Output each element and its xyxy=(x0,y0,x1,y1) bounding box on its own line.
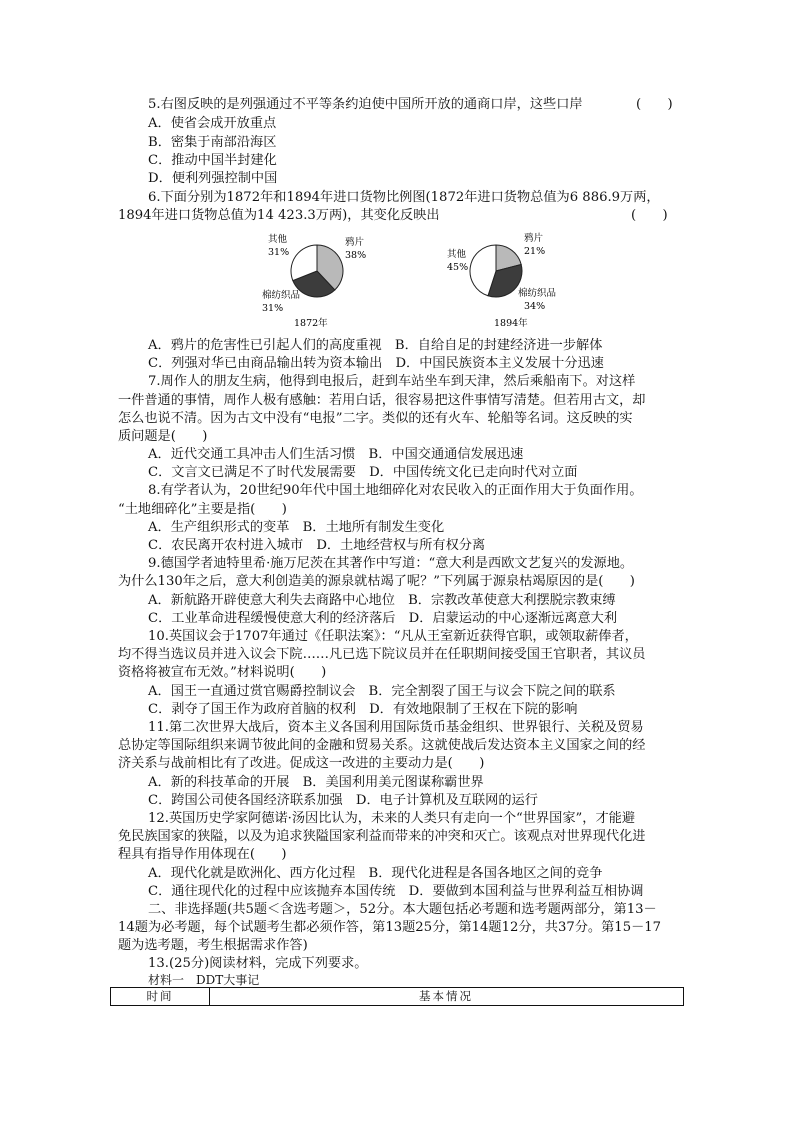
part2-heading-line-2: 14题为必考题，每个试题考生都必须作答，第13题25分，第14题12分，共37分。第15－17 xyxy=(118,920,662,935)
q5-option-b: B．密集于南部沿海区 xyxy=(148,135,277,150)
q11-options-ab: A．新的科技革命的开展 B．美国利用美元图谋称霸世界 xyxy=(148,775,484,790)
q12-options-ab: A．现代化就是欧洲化、西方化过程 B．现代化进程是各国各地区之间的竞争 xyxy=(148,866,603,881)
q11-line-2: 总协定等国际组织来调节彼此间的金融和贸易关系。这就使战后发达资本主义国家之间的经 xyxy=(118,738,646,753)
pie2-pct-cotton: 34% xyxy=(524,301,546,312)
table-header-time: 时间 xyxy=(111,988,210,1005)
pie2-label-cotton: 棉纺织品 xyxy=(518,288,557,299)
q5-stem: 5.右图反映的是列强通过不平等条约迫使中国所开放的通商口岸，这些口岸 xyxy=(148,97,583,112)
q11-line-1: 11.第二次世界大战后，资本主义各国利用国际货币基金组织、世界银行、关税及贸易 xyxy=(148,720,644,735)
q10-options-ab: A．国王一直通过赏官赐爵控制议会 B．完全割裂了国王与议会下院之间的联系 xyxy=(148,684,616,699)
q12-options-cd: C．通往现代化的过程中应该抛弃本国传统 D．要做到本国利益与世界利益互相协调 xyxy=(148,884,644,899)
q7-options-ab: A．近代交通工具冲击人们生活习惯 B．中国交通通信发展迅速 xyxy=(148,447,524,462)
q12-line-2: 免民族国家的狭隘，以及为追求狭隘国家利益而带来的冲突和灭亡。该观点对世界现代化进 xyxy=(118,829,646,844)
q6-answer-paren: ( ) xyxy=(631,208,668,223)
q5-option-d: D．便利列强控制中国 xyxy=(148,171,278,186)
q9-line-1: 9.德国学者迪特里希·施万尼茨在其著作中写道：“意大利是西欧文艺复兴的发源地。 xyxy=(148,556,634,571)
q5-answer-paren: ( ) xyxy=(636,97,673,112)
pie2-pct-opium: 21% xyxy=(524,246,546,257)
q11-line-3: 济关系与战前相比有了改进。促成这一改进的主要动力是( ) xyxy=(118,756,485,771)
pie1-label-cotton: 棉纺织品 xyxy=(262,290,301,301)
pie2-label-other: 其他 xyxy=(447,249,467,260)
q8-options-cd: C．农民离开农村进入城市 D．土地经营权与所有权分离 xyxy=(148,538,486,553)
q7-line-2: 一件普通的事情，周作人极有感触：若用白话，很容易把这件事情写清楚。但若用古文，却 xyxy=(118,393,646,408)
q7-line-4: 质问题是( ) xyxy=(118,429,208,444)
q9-options-cd: C．工业革命进程缓慢使意大利的经济落后 D．启蒙运动的中心逐渐远离意大利 xyxy=(148,611,618,626)
q13-material-title: 材料一 DDT大事记 xyxy=(148,973,260,987)
pie1-pct-cotton: 31% xyxy=(262,303,284,314)
pie1-pct-opium: 38% xyxy=(345,250,367,261)
q10-line-1: 10.英国议会于1707年通过《任职法案》：“凡从王室新近获得官职，或领取薪俸者， xyxy=(148,629,638,644)
q7-line-3: 怎么也说不清。因为古文中没有“电报”二字。类似的还有火车、轮船等名词。这反映的实 xyxy=(118,411,633,426)
import-pie-charts xyxy=(240,228,580,332)
pie2-label-opium: 鸦片 xyxy=(524,233,544,244)
q6-stem-line-2: 1894年进口货物总值为14 423.3万两)，其变化反映出 xyxy=(118,208,440,223)
q10-options-cd: C．剥夺了国王作为政府首脑的权利 D．有效地限制了王权在下院的影响 xyxy=(148,702,578,717)
q11-options-cd: C．跨国公司使各国经济联系加强 D．电子计算机及互联网的运行 xyxy=(148,793,538,808)
part2-heading-line-1: 二、非选择题(共5题＜含选考题＞，52分。本大题包括必考题和选考题两部分，第13－ xyxy=(148,902,657,917)
q9-line-2: 为什么130年之后，意大利创造美的源泉就枯竭了呢？”下列属于源泉枯竭原因的是( ) xyxy=(118,574,635,589)
q7-line-1: 7.周作人的朋友生病，他得到电报后，赶到车站坐车到天津，然后乘船南下。对这样 xyxy=(148,374,636,389)
q6-options-ab: A．鸦片的危害性已引起人们的高度重视 B．自给自足的封建经济进一步解体 xyxy=(148,338,603,353)
pie1-pct-other: 31% xyxy=(268,247,290,258)
pie-1894 xyxy=(470,245,522,297)
part2-heading-line-3: 题为选考题，考生根据需求作答) xyxy=(118,938,308,953)
table-header-details: 基本情况 xyxy=(419,989,473,1003)
q5-option-c: C．推动中国半封建化 xyxy=(148,153,277,168)
q10-line-3: 资格将被宣布无效。”材料说明( ) xyxy=(118,665,327,680)
q8-line-2: “土地细碎化”主要是指( ) xyxy=(118,502,287,517)
q7-options-cd: C．文言文已满足不了时代发展需要 D．中国传统文化已走向时代对立面 xyxy=(148,465,578,480)
pie2-pct-other: 45% xyxy=(447,262,469,273)
q8-line-1: 8.有学者认为，20世纪90年代中国土地细碎化对农民收入的正面作用大于负面作用。 xyxy=(148,483,643,498)
q13-stem: 13.(25分)阅读材料，完成下列要求。 xyxy=(148,956,368,971)
pie1-label-opium: 鸦片 xyxy=(345,237,365,248)
q12-line-3: 程具有指导作用体现在( ) xyxy=(118,847,287,862)
q12-line-1: 12.英国历史学家阿德诺·汤因比认为，未来的人类只有走向一个“世界国家”，才能避 xyxy=(148,811,636,826)
pie1-label-other: 其他 xyxy=(268,234,288,245)
pie2-year: 1894年 xyxy=(494,318,528,329)
pie1-year: 1872年 xyxy=(294,318,328,329)
q5-option-a: A．使省会成开放重点 xyxy=(148,116,277,131)
q10-line-2: 均不得当选议员并进入议会下院……凡已选下院议员并在任职期间接受国王官职者，其议员 xyxy=(118,647,646,662)
q8-options-ab: A．生产组织形式的变革 B．土地所有制发生变化 xyxy=(148,520,445,535)
q9-options-ab: A．新航路开辟使意大利失去商路中心地位 B．宗教改革使意大利摆脱宗教束缚 xyxy=(148,593,616,608)
ddt-events-table xyxy=(110,987,684,1006)
q6-options-cd: C．列强对华已由商品输出转为资本输出 D．中国民族资本主义发展十分迅速 xyxy=(148,356,604,371)
q6-stem-line-1: 6.下面分别为1872年和1894年进口货物比例图(1872年进口货物总值为6 886.9万两， xyxy=(148,190,660,205)
